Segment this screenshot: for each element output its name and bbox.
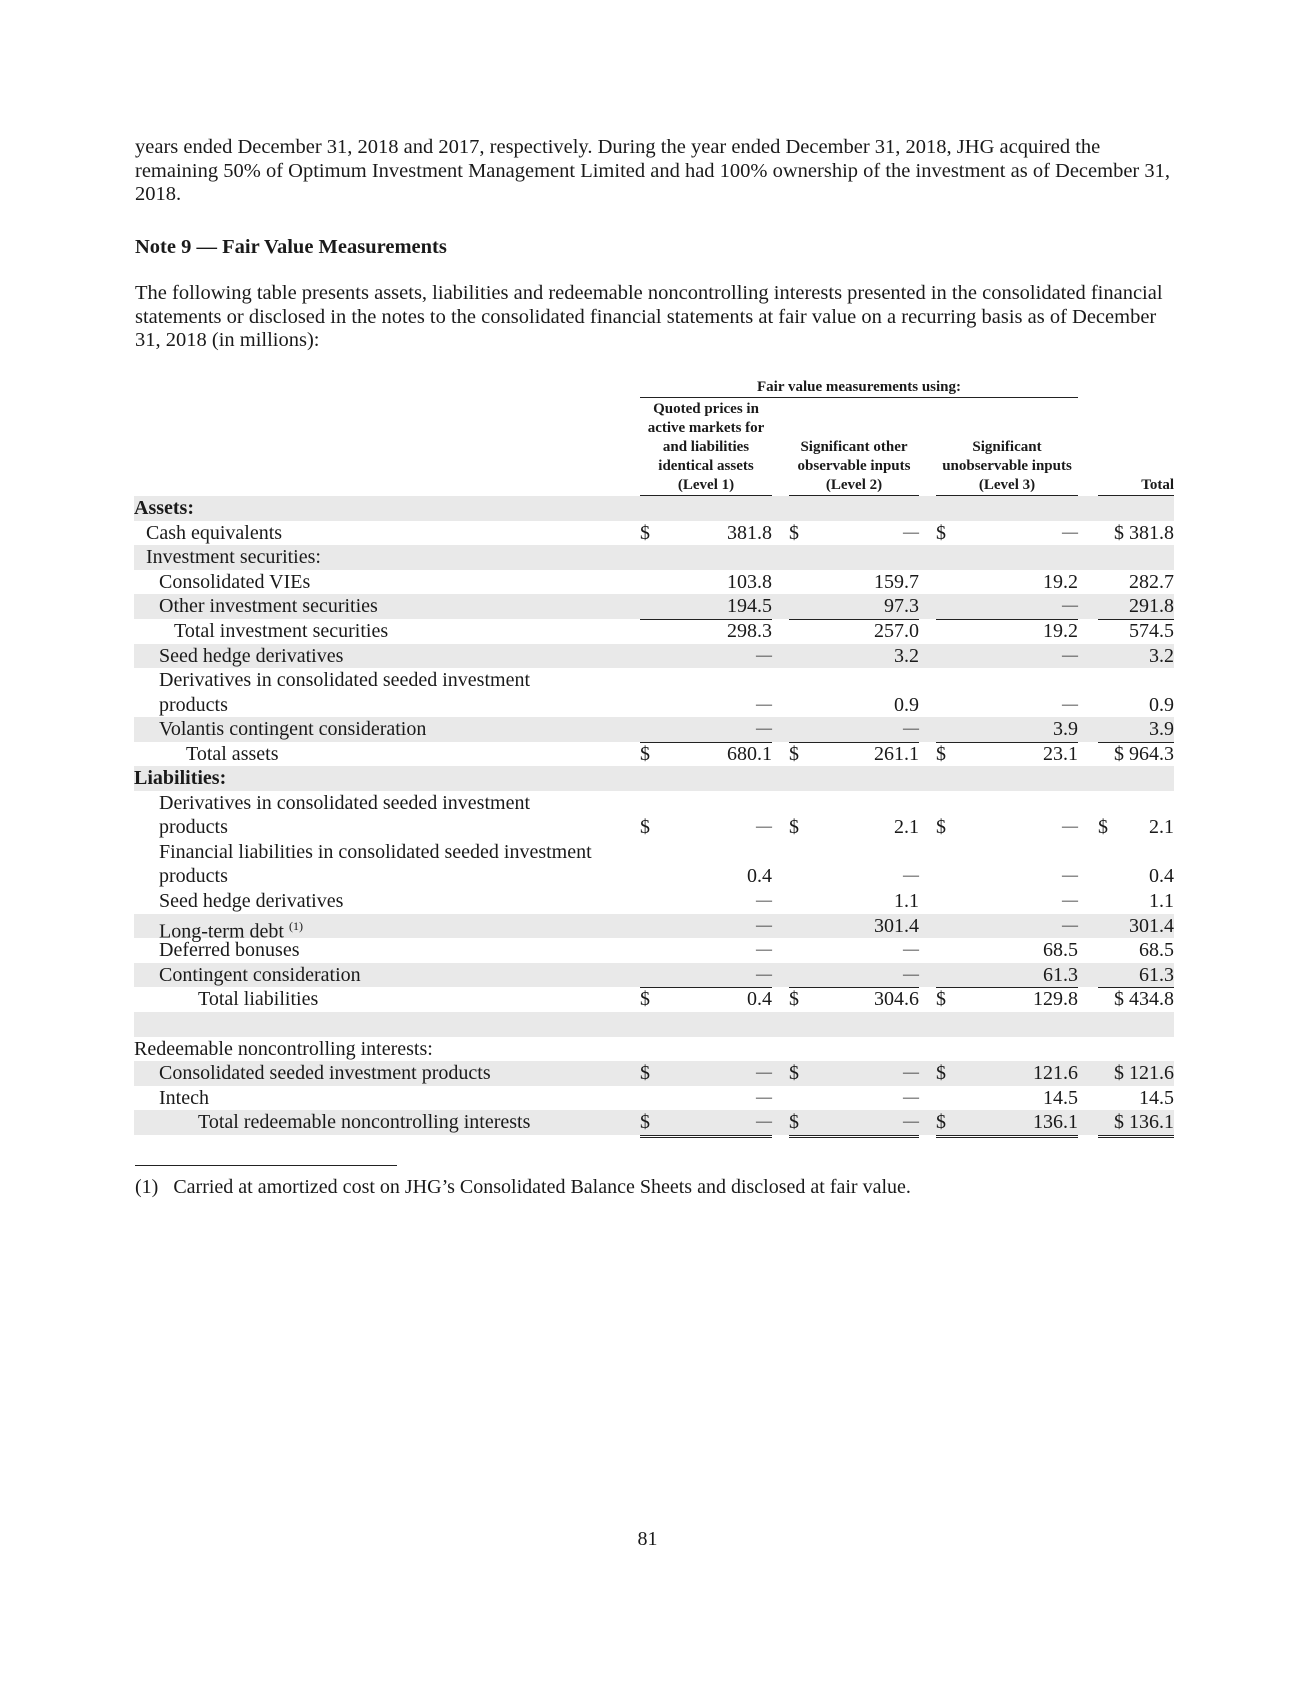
table-row [134,889,1174,914]
cell-level3: 19.2 [1043,619,1078,642]
cell-total: $ 121.6 [1114,1062,1174,1085]
cell-level2: 257.0 [874,619,919,642]
cell-total: 68.5 [1139,939,1174,962]
table-row [134,938,1174,963]
cell-level1: 103.8 [727,570,772,593]
cell-total: 3.9 [1098,717,1174,743]
cell-level1: — [756,646,772,664]
row-label-line: Derivatives in consolidated seeded investment [159,791,531,814]
cell-level2: 3.2 [894,644,919,667]
group-header: Fair value measurements using: [640,378,1078,398]
description-paragraph: The following table presents assets, liabilities and redeemable noncontrolling interests presented in the consolidated financial statements or disclosed in the notes to the consolidated financial statements at fair value on a recurring basis as of December 31, 2018 (in millions): [135,282,1163,351]
spacer-row [134,1012,1174,1037]
cell-total: 14.5 [1098,1086,1174,1112]
dollar-sign: $ [1098,816,1108,839]
cell-level3: 3.9 [936,717,1078,743]
row-label: Total assets [186,742,279,765]
cell-level3: — [1062,867,1078,885]
cell-level1: 0.4 [747,865,772,888]
header-line: (Level 1) [677,477,735,493]
cell-level2: — [903,867,919,885]
row-label: Other investment securities [159,595,378,618]
cell-level3: 14.5 [936,1086,1078,1112]
dollar-sign: $ [936,1062,946,1085]
table-row [134,840,1174,889]
cell-level1: — [640,1110,772,1138]
cell-level1: 298.3 [727,619,772,642]
section-heading-row [134,496,1174,521]
header-line: active markets for [647,420,765,436]
row-label-line: products [159,865,228,888]
cell-total: 291.8 [1098,594,1174,620]
table-row [134,570,1174,595]
dollar-sign: $ [936,742,946,765]
cell-level3: 61.3 [936,963,1078,989]
dollar-sign: $ [640,988,650,1011]
rnci-heading: Redeemable noncontrolling interests: [134,1037,433,1060]
cell-level1: — [756,818,772,836]
cell-level1: — [640,717,772,743]
cell-level1: — [756,695,772,713]
column-header-total: Total [1098,476,1174,496]
header-line: and liabilities [662,439,750,455]
row-label: Total liabilities [198,988,319,1011]
table-row [134,644,1174,669]
cell-total: 3.2 [1149,644,1174,667]
cell-total: 2.1 [1149,816,1174,839]
cell-level3: — [1062,891,1078,909]
cell-level2: — [903,941,919,959]
table-row [134,914,1174,943]
cell-total: 301.4 [1129,914,1174,937]
table-row [134,717,1174,742]
cell-total: 61.3 [1098,963,1174,989]
row-label: Intech [159,1086,209,1109]
cell-level2: 159.7 [874,570,919,593]
row-label [159,840,592,889]
cell-level2: 304.6 [789,987,919,1015]
cell-total: 1.1 [1149,889,1174,912]
cell-level1: 680.1 [640,742,772,770]
table-row [134,594,1174,619]
row-label-line: Derivatives in consolidated seeded investment [159,669,531,692]
row-label: Seed hedge derivatives [159,644,344,667]
header-line: Quoted prices in [653,401,759,417]
table-row [134,1110,1174,1135]
cell-level1: — [756,1064,772,1082]
cell-level3: 68.5 [1043,939,1078,962]
table-row [134,668,1174,717]
cell-level1: — [756,941,772,959]
cell-level1: — [640,1086,772,1112]
row-label-text: Long-term debt [159,920,284,943]
header-line: Significant other [800,439,908,455]
dollar-sign: $ [789,816,799,839]
row-label: Consolidated seeded investment products [159,1062,491,1085]
page-number: 81 [637,1528,658,1550]
cell-level3: 19.2 [1043,570,1078,593]
row-label: Total investment securities [174,619,389,642]
assets-heading: Assets: [134,497,194,519]
row-label: Volantis contingent consideration [159,718,427,741]
cell-level2: — [903,1064,919,1082]
column-header-level1 [640,400,772,496]
cell-level2: 0.9 [894,693,919,716]
dollar-sign: $ [789,1111,799,1134]
column-header-level3 [936,438,1078,496]
cell-level2: 261.1 [789,742,919,770]
table-header [134,378,1174,496]
cell-level3: — [1062,646,1078,664]
table-row [134,791,1174,840]
table-row [134,742,1174,767]
dollar-sign: $ [640,521,650,544]
cell-level1: 0.4 [640,987,772,1015]
section-heading-row [134,766,1174,791]
cell-level2: 1.1 [894,889,919,912]
table-row [134,987,1174,1012]
header-line: (Level 3) [978,477,1036,493]
fair-value-table [134,378,1174,1135]
cell-level1: 194.5 [640,594,772,620]
row-label: Total redeemable noncontrolling interests [198,1111,531,1134]
footnote: (1) Carried at amortized cost on JHG’s Consolidated Balance Sheets and disclosed at fair value. [135,1176,911,1198]
cell-level3: — [1062,818,1078,836]
cell-total: 0.9 [1149,693,1174,716]
cell-level1: — [756,916,772,934]
footnote-rule [135,1165,397,1166]
cell-level2: — [789,963,919,989]
dollar-sign: $ [789,1062,799,1085]
cell-level1: — [756,891,772,909]
note-heading: Note 9 — Fair Value Measurements [135,236,447,258]
section-heading-row [134,1037,1174,1062]
table-row [134,619,1174,644]
column-header-level2 [789,438,919,496]
table-row [134,521,1174,546]
dollar-sign: $ [789,742,799,765]
row-label-line: products [159,693,228,716]
row-label: Contingent consideration [159,963,361,986]
cell-level3: — [936,594,1078,620]
footnote-marker: (1) [288,918,303,933]
intro-paragraph: years ended December 31, 2018 and 2017, respectively. During the year ended December 31, 2018, JHG acquired the remaining 50% of Optimum Investment Management Limited and had 100% ownership of the investment as of December 31, 2018. [135,136,1170,205]
cell-level2: 2.1 [894,816,919,839]
cell-level1: 381.8 [727,521,772,544]
row-label: Seed hedge derivatives [159,889,344,912]
cell-total: 282.7 [1129,570,1174,593]
cell-level2: 301.4 [874,914,919,937]
cell-level3: — [1062,695,1078,713]
cell-level2: — [789,717,919,743]
cell-level2: — [903,523,919,541]
table-row [134,1061,1174,1086]
cell-level2: — [789,1110,919,1138]
row-label: Deferred bonuses [159,939,300,962]
header-line: (Level 2) [825,477,883,493]
dollar-sign: $ [789,521,799,544]
row-label: Consolidated VIEs [159,570,311,593]
cell-total: 0.4 [1149,865,1174,888]
row-label: Cash equivalents [146,521,283,544]
cell-level3: — [1062,523,1078,541]
row-label [159,668,530,717]
cell-level3: 23.1 [936,742,1078,770]
row-label-line: products [159,816,228,839]
cell-total: $ 136.1 [1098,1110,1174,1138]
dollar-sign: $ [640,742,650,765]
cell-total: 574.5 [1129,619,1174,642]
dollar-sign: $ [640,1111,650,1134]
dollar-sign: $ [936,988,946,1011]
cell-level3: 129.8 [936,987,1078,1015]
cell-level1: — [640,963,772,989]
dollar-sign: $ [936,1111,946,1134]
row-label: Investment securities: [146,546,321,569]
liabilities-heading: Liabilities: [134,767,227,790]
row-label [159,791,530,840]
cell-level3: 121.6 [1033,1062,1078,1085]
cell-total: $ 381.8 [1114,521,1174,544]
dollar-sign: $ [936,521,946,544]
table-row [134,1086,1174,1111]
table-row [134,545,1174,570]
table-row [134,963,1174,988]
cell-level2: — [789,1086,919,1112]
header-line: identical assets [658,458,754,474]
row-label-line: Financial liabilities in consolidated seeded investment [159,840,592,863]
dollar-sign: $ [789,988,799,1011]
cell-level3: — [1062,916,1078,934]
cell-level2: 97.3 [789,594,919,620]
header-line: unobservable inputs [942,458,1072,474]
dollar-sign: $ [640,816,650,839]
cell-total: $ 964.3 [1098,742,1174,770]
header-line: Significant [972,439,1042,455]
header-line: observable inputs [797,458,911,474]
dollar-sign: $ [640,1062,650,1085]
dollar-sign: $ [936,816,946,839]
cell-total: $ 434.8 [1098,987,1174,1015]
cell-level3: 136.1 [936,1110,1078,1138]
